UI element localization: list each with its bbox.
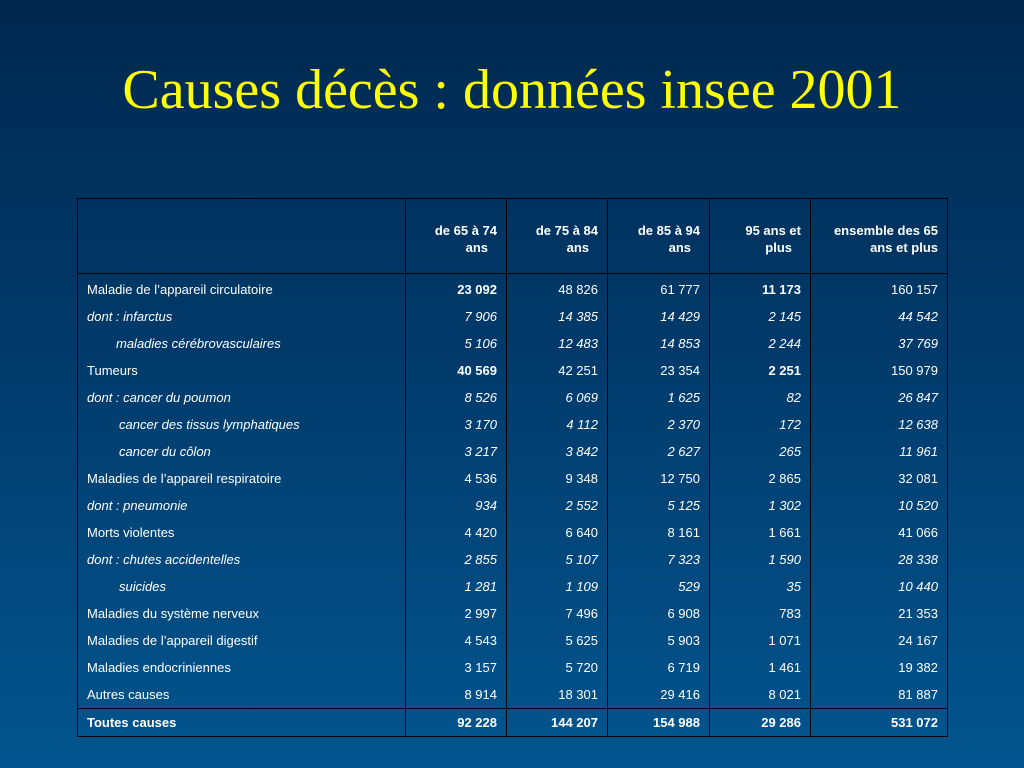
table-body: [78, 274, 948, 737]
row-value: 8 021: [710, 681, 811, 709]
header-line: de 75 à 84: [535, 223, 598, 238]
row-value: 6 640: [507, 519, 608, 546]
table-row: [78, 600, 948, 627]
row-value: 7 906: [406, 303, 507, 330]
row-value: 26 847: [811, 384, 948, 411]
table-row: [78, 627, 948, 654]
row-label: maladies cérébrovasculaires: [78, 330, 406, 357]
row-label: dont : pneumonie: [78, 492, 406, 519]
header-cause: [78, 199, 406, 274]
death-causes-table: [77, 198, 948, 737]
header-65-74: [406, 199, 507, 274]
row-value: 5 903: [608, 627, 710, 654]
table-row: [78, 384, 948, 411]
row-label: Maladie de l’appareil circulatoire: [78, 274, 406, 304]
header-75-84: [507, 199, 608, 274]
row-value: 2 997: [406, 600, 507, 627]
row-label: cancer du côlon: [78, 438, 406, 465]
total-value: 144 207: [507, 709, 608, 737]
table-row: [78, 438, 948, 465]
row-value: 10 520: [811, 492, 948, 519]
row-value: 11 173: [710, 274, 811, 304]
row-label: suicides: [78, 573, 406, 600]
row-value: 6 908: [608, 600, 710, 627]
row-value: 48 826: [507, 274, 608, 304]
row-value: 12 638: [811, 411, 948, 438]
table-row: [78, 681, 948, 709]
table-row: [78, 573, 948, 600]
row-value: 18 301: [507, 681, 608, 709]
header-line: ans: [566, 240, 589, 255]
row-value: 5 125: [608, 492, 710, 519]
row-value: 44 542: [811, 303, 948, 330]
header-total-65-plus: [811, 199, 948, 274]
row-value: 23 092: [406, 274, 507, 304]
row-value: 1 071: [710, 627, 811, 654]
row-value: 2 855: [406, 546, 507, 573]
row-value: 7 323: [608, 546, 710, 573]
row-value: 24 167: [811, 627, 948, 654]
row-value: 42 251: [507, 357, 608, 384]
row-label: Tumeurs: [78, 357, 406, 384]
row-value: 2 370: [608, 411, 710, 438]
row-value: 12 483: [507, 330, 608, 357]
table-row: [78, 654, 948, 681]
row-value: 14 853: [608, 330, 710, 357]
row-value: 150 979: [811, 357, 948, 384]
row-value: 29 416: [608, 681, 710, 709]
row-label: cancer des tissus lymphatiques: [78, 411, 406, 438]
row-value: 8 161: [608, 519, 710, 546]
row-value: 1 281: [406, 573, 507, 600]
row-value: 4 112: [507, 411, 608, 438]
header-line: ans: [668, 240, 691, 255]
row-value: 61 777: [608, 274, 710, 304]
table-row: [78, 465, 948, 492]
row-value: 3 170: [406, 411, 507, 438]
row-value: 23 354: [608, 357, 710, 384]
total-value: 29 286: [710, 709, 811, 737]
header-line: de 65 à 74: [434, 223, 497, 238]
row-value: 41 066: [811, 519, 948, 546]
row-value: 3 842: [507, 438, 608, 465]
row-value: 1 461: [710, 654, 811, 681]
table-row: [78, 492, 948, 519]
row-value: 3 217: [406, 438, 507, 465]
row-value: 2 552: [507, 492, 608, 519]
row-value: 5 720: [507, 654, 608, 681]
row-label: Maladies de l’appareil digestif: [78, 627, 406, 654]
row-value: 19 382: [811, 654, 948, 681]
table-row: [78, 357, 948, 384]
row-value: 2 251: [710, 357, 811, 384]
row-value: 81 887: [811, 681, 948, 709]
header-line: ans: [465, 240, 488, 255]
row-value: 4 420: [406, 519, 507, 546]
header-line: plus: [765, 240, 792, 255]
row-value: 1 625: [608, 384, 710, 411]
row-value: 8 914: [406, 681, 507, 709]
row-value: 14 429: [608, 303, 710, 330]
total-row: [78, 709, 948, 737]
total-value: 92 228: [406, 709, 507, 737]
row-value: 37 769: [811, 330, 948, 357]
slide-title: Causes décès : données insee 2001: [122, 59, 902, 121]
row-value: 529: [608, 573, 710, 600]
row-label: Maladies endocriniennes: [78, 654, 406, 681]
header-line: 95 ans et: [745, 223, 801, 238]
table-row: [78, 519, 948, 546]
row-label: dont : cancer du poumon: [78, 384, 406, 411]
row-value: 5 625: [507, 627, 608, 654]
row-value: 6 069: [507, 384, 608, 411]
row-value: 3 157: [406, 654, 507, 681]
row-value: 21 353: [811, 600, 948, 627]
table-header-row: [78, 199, 948, 274]
total-value: 531 072: [811, 709, 948, 737]
header-line: de 85 à 94: [637, 223, 700, 238]
row-value: 1 661: [710, 519, 811, 546]
row-value: 934: [406, 492, 507, 519]
row-value: 10 440: [811, 573, 948, 600]
header-95-plus: [710, 199, 811, 274]
row-value: 2 244: [710, 330, 811, 357]
row-value: 5 106: [406, 330, 507, 357]
row-value: 6 719: [608, 654, 710, 681]
row-value: 32 081: [811, 465, 948, 492]
header-line: ensemble des 65: [833, 223, 938, 238]
row-label: Autres causes: [78, 681, 406, 709]
table-row: [78, 274, 948, 304]
row-value: 1 302: [710, 492, 811, 519]
table-row: [78, 303, 948, 330]
row-label: Maladies de l’appareil respiratoire: [78, 465, 406, 492]
row-value: 8 526: [406, 384, 507, 411]
row-label: Maladies du système nerveux: [78, 600, 406, 627]
row-value: 12 750: [608, 465, 710, 492]
row-value: 2 627: [608, 438, 710, 465]
row-value: 14 385: [507, 303, 608, 330]
row-value: 783: [710, 600, 811, 627]
row-value: 160 157: [811, 274, 948, 304]
row-label: dont : chutes accidentelles: [78, 546, 406, 573]
table-row: [78, 330, 948, 357]
row-value: 4 536: [406, 465, 507, 492]
total-label: Toutes causes: [78, 709, 406, 737]
row-value: 9 348: [507, 465, 608, 492]
row-label: Morts violentes: [78, 519, 406, 546]
row-value: 7 496: [507, 600, 608, 627]
table-row: [78, 411, 948, 438]
row-value: 2 865: [710, 465, 811, 492]
row-value: 28 338: [811, 546, 948, 573]
row-value: 2 145: [710, 303, 811, 330]
row-value: 172: [710, 411, 811, 438]
table-row: [78, 546, 948, 573]
row-value: 11 961: [811, 438, 948, 465]
row-value: 35: [710, 573, 811, 600]
row-value: 82: [710, 384, 811, 411]
row-value: 4 543: [406, 627, 507, 654]
header-line: ans et plus: [870, 240, 938, 255]
row-value: 265: [710, 438, 811, 465]
row-value: 5 107: [507, 546, 608, 573]
header-85-94: [608, 199, 710, 274]
row-label: dont : infarctus: [78, 303, 406, 330]
row-value: 1 590: [710, 546, 811, 573]
row-value: 1 109: [507, 573, 608, 600]
row-value: 40 569: [406, 357, 507, 384]
total-value: 154 988: [608, 709, 710, 737]
